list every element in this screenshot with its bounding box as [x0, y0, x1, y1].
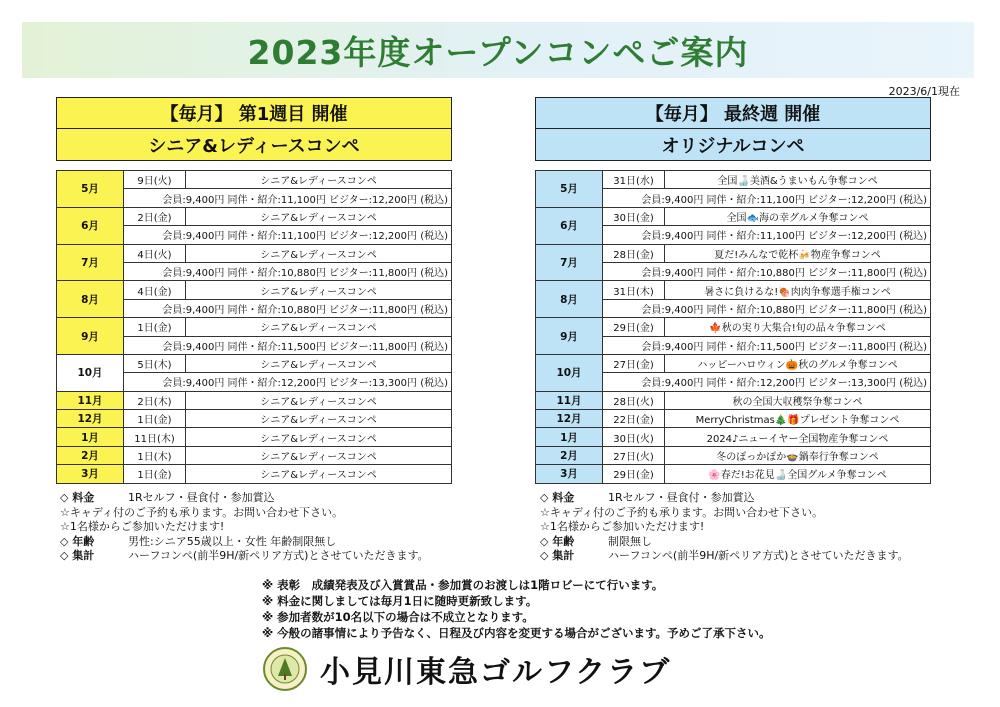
month-cell: 9月: [57, 318, 124, 355]
competition-name-cell: シニア&レディースコンペ: [186, 244, 452, 262]
month-cell: 12月: [536, 410, 603, 428]
table-row: [536, 281, 931, 299]
fee-note: ☆1名様からご参加いただけます!: [60, 520, 225, 534]
date-cell: 2日(金): [124, 207, 186, 225]
club-name: 小見川東急ゴルフクラブ: [320, 655, 672, 690]
price-cell: 会員:9,400円 同伴・紹介:10,880円 ビジター:11,800円 (税込): [124, 262, 452, 280]
table-row: [57, 318, 452, 336]
table-row: [536, 428, 931, 446]
date-cell: 2日(木): [124, 391, 186, 409]
date-cell: 31日(水): [603, 171, 665, 189]
table-row: [57, 354, 452, 372]
date-cell: 4日(金): [124, 281, 186, 299]
date-cell: 29日(金): [603, 318, 665, 336]
table-row: [536, 446, 931, 464]
table-row: [536, 207, 931, 225]
competition-name-cell: 全国🐟海の幸グルメ争奪コンペ: [665, 207, 931, 225]
club-logo-icon: [262, 646, 308, 692]
footer-notes: [262, 577, 771, 641]
competition-name-cell: 暑さに負けるな!🍖肉肉争奪選手権コンペ: [665, 281, 931, 299]
page-title: 2023年度オープンコンペご案内: [247, 32, 749, 72]
table-row: [57, 410, 452, 428]
date-cell: 28日(金): [603, 244, 665, 262]
date-cell: 27日(金): [603, 354, 665, 372]
month-cell: 8月: [57, 281, 124, 318]
table-row: [57, 281, 452, 299]
date-cell: 27日(火): [603, 446, 665, 464]
calc-text: ハーフコンペ(前半9H/新ペリア方式)とさせていただきます。: [128, 549, 429, 563]
table-row: [536, 318, 931, 336]
table-row: [57, 446, 452, 464]
price-cell: 会員:9,400円 同伴・紹介:11,100円 ビジター:12,200円 (税込): [603, 189, 931, 207]
competition-name-cell: シニア&レディースコンペ: [186, 410, 452, 428]
fee-note: ☆1名様からご参加いただけます!: [540, 520, 705, 534]
date-cell: 30日(火): [603, 428, 665, 446]
left-schedule-table: [56, 170, 452, 484]
age-text: 男性:シニア55歳以上・女性 年齢制限無し: [128, 534, 337, 548]
date-cell: 4日(火): [124, 244, 186, 262]
date-cell: 11日(木): [124, 428, 186, 446]
date-cell: 1日(金): [124, 410, 186, 428]
fee-note: ☆キャディ付のご予約も承ります。お問い合わせ下さい。: [540, 505, 824, 519]
competition-name-cell: シニア&レディースコンペ: [186, 391, 452, 409]
competition-name-cell: シニア&レディースコンペ: [186, 446, 452, 464]
price-cell: 会員:9,400円 同伴・紹介:12,200円 ビジター:13,300円 (税込): [124, 373, 452, 391]
month-cell: 5月: [536, 171, 603, 208]
left-header-schedule: 【毎月】 第1週目 開催: [57, 98, 451, 129]
month-cell: 7月: [57, 244, 124, 281]
footer-note: ※ 参加者数が10名以下の場合は不成立となります。: [262, 610, 534, 624]
table-row: [57, 244, 452, 262]
club-brand: [262, 646, 671, 692]
fee-label: ◇ 料金: [60, 491, 95, 504]
table-row: [57, 391, 452, 409]
left-notes: [60, 491, 429, 564]
price-cell: 会員:9,400円 同伴・紹介:10,880円 ビジター:11,800円 (税込): [124, 299, 452, 317]
calc-label: ◇ 集計: [540, 549, 575, 563]
right-notes: [540, 491, 909, 564]
date-cell: 22日(金): [603, 410, 665, 428]
price-cell: 会員:9,400円 同伴・紹介:11,100円 ビジター:12,200円 (税込): [603, 226, 931, 244]
date-cell: 9日(火): [124, 171, 186, 189]
month-cell: 12月: [57, 410, 124, 428]
month-cell: 5月: [57, 171, 124, 208]
date-cell: 5日(木): [124, 354, 186, 372]
age-text: 制限無し: [608, 534, 652, 548]
date-cell: 1日(金): [124, 318, 186, 336]
table-row: [57, 207, 452, 225]
price-cell: 会員:9,400円 同伴・紹介:10,880円 ビジター:11,800円 (税込): [603, 262, 931, 280]
right-header-schedule: 【毎月】 最終週 開催: [536, 98, 930, 129]
month-cell: 1月: [536, 428, 603, 446]
competition-name-cell: MerryChristmas🎄🎁プレゼント争奪コンペ: [665, 410, 931, 428]
right-panel-header: [535, 97, 931, 161]
competition-name-cell: 🌸春だ!お花見🍶全国グルメ争奪コンペ: [665, 465, 931, 483]
competition-name-cell: シニア&レディースコンペ: [186, 171, 452, 189]
month-cell: 11月: [57, 391, 124, 409]
footer-note: ※ 今般の諸事情により予告なく、日程及び内容を変更する場合がございます。予めご了承下さい。: [262, 626, 771, 640]
age-label: ◇ 年齢: [540, 534, 575, 548]
left-header-name: シニア&レディースコンペ: [57, 129, 451, 160]
month-cell: 3月: [536, 465, 603, 483]
price-cell: 会員:9,400円 同伴・紹介:11,500円 ビジター:11,800円 (税込): [124, 336, 452, 354]
fee-text: 1Rセルフ・昼食付・参加賞込: [608, 491, 755, 504]
competition-name-cell: 2024♪ニューイヤー全国物産争奪コンペ: [665, 428, 931, 446]
footer-note: ※ 料金に関しましては毎月1日に随時更新致します。: [262, 594, 538, 608]
month-cell: 6月: [57, 207, 124, 244]
table-row: [536, 244, 931, 262]
price-cell: 会員:9,400円 同伴・紹介:11,100円 ビジター:12,200円 (税込): [124, 226, 452, 244]
footer-note: ※ 表彰 成績発表及び入賞賞品・参加賞のお渡しは1階ロビーにて行います。: [262, 578, 664, 592]
date-cell: 28日(火): [603, 391, 665, 409]
price-cell: 会員:9,400円 同伴・紹介:11,100円 ビジター:12,200円 (税込): [124, 189, 452, 207]
date-cell: 31日(木): [603, 281, 665, 299]
month-cell: 1月: [57, 428, 124, 446]
calc-text: ハーフコンペ(前半9H/新ペリア方式)とさせていただきます。: [608, 549, 909, 563]
competition-name-cell: シニア&レディースコンペ: [186, 281, 452, 299]
table-row: [536, 354, 931, 372]
month-cell: 11月: [536, 391, 603, 409]
price-cell: 会員:9,400円 同伴・紹介:12,200円 ビジター:13,300円 (税込): [603, 373, 931, 391]
competition-name-cell: 🍁秋の実り大集合!旬の品々争奪コンペ: [665, 318, 931, 336]
competition-name-cell: ハッピーハロウィン🎃秋のグルメ争奪コンペ: [665, 354, 931, 372]
competition-name-cell: シニア&レディースコンペ: [186, 354, 452, 372]
right-schedule-table: [535, 170, 931, 484]
month-cell: 3月: [57, 465, 124, 483]
competition-name-cell: シニア&レディースコンペ: [186, 207, 452, 225]
month-cell: 10月: [57, 354, 124, 391]
fee-text: 1Rセルフ・昼食付・参加賞込: [128, 491, 275, 504]
competition-name-cell: シニア&レディースコンペ: [186, 318, 452, 336]
table-row: [57, 171, 452, 189]
competition-name-cell: 秋の全国大収穫祭争奪コンペ: [665, 391, 931, 409]
title-banner: [22, 22, 974, 78]
table-row: [536, 465, 931, 483]
date-cell: 1日(金): [124, 465, 186, 483]
competition-name-cell: 全国🍶美酒&うまいもん争奪コンペ: [665, 171, 931, 189]
competition-name-cell: シニア&レディースコンペ: [186, 428, 452, 446]
age-label: ◇ 年齢: [60, 534, 95, 548]
price-cell: 会員:9,400円 同伴・紹介:11,500円 ビジター:11,800円 (税込): [603, 336, 931, 354]
month-cell: 2月: [57, 446, 124, 464]
month-cell: 9月: [536, 318, 603, 355]
date-cell: 29日(金): [603, 465, 665, 483]
competition-name-cell: 夏だ!みんなで乾杯🍻物産争奪コンペ: [665, 244, 931, 262]
table-row: [57, 428, 452, 446]
month-cell: 10月: [536, 354, 603, 391]
competition-name-cell: シニア&レディースコンペ: [186, 465, 452, 483]
fee-note: ☆キャディ付のご予約も承ります。お問い合わせ下さい。: [60, 505, 344, 519]
month-cell: 8月: [536, 281, 603, 318]
table-row: [536, 391, 931, 409]
calc-label: ◇ 集計: [60, 549, 95, 563]
month-cell: 2月: [536, 446, 603, 464]
as-of-date: 2023/6/1現在: [888, 85, 960, 98]
date-cell: 1日(木): [124, 446, 186, 464]
table-row: [536, 171, 931, 189]
table-row: [57, 465, 452, 483]
left-panel-header: [56, 97, 452, 161]
month-cell: 7月: [536, 244, 603, 281]
competition-name-cell: 冬のぽっかぽか🍲鍋奉行争奪コンペ: [665, 446, 931, 464]
table-row: [536, 410, 931, 428]
date-cell: 30日(金): [603, 207, 665, 225]
price-cell: 会員:9,400円 同伴・紹介:10,880円 ビジター:11,800円 (税込): [603, 299, 931, 317]
fee-label: ◇ 料金: [540, 491, 575, 504]
month-cell: 6月: [536, 207, 603, 244]
right-header-name: オリジナルコンペ: [536, 129, 930, 160]
